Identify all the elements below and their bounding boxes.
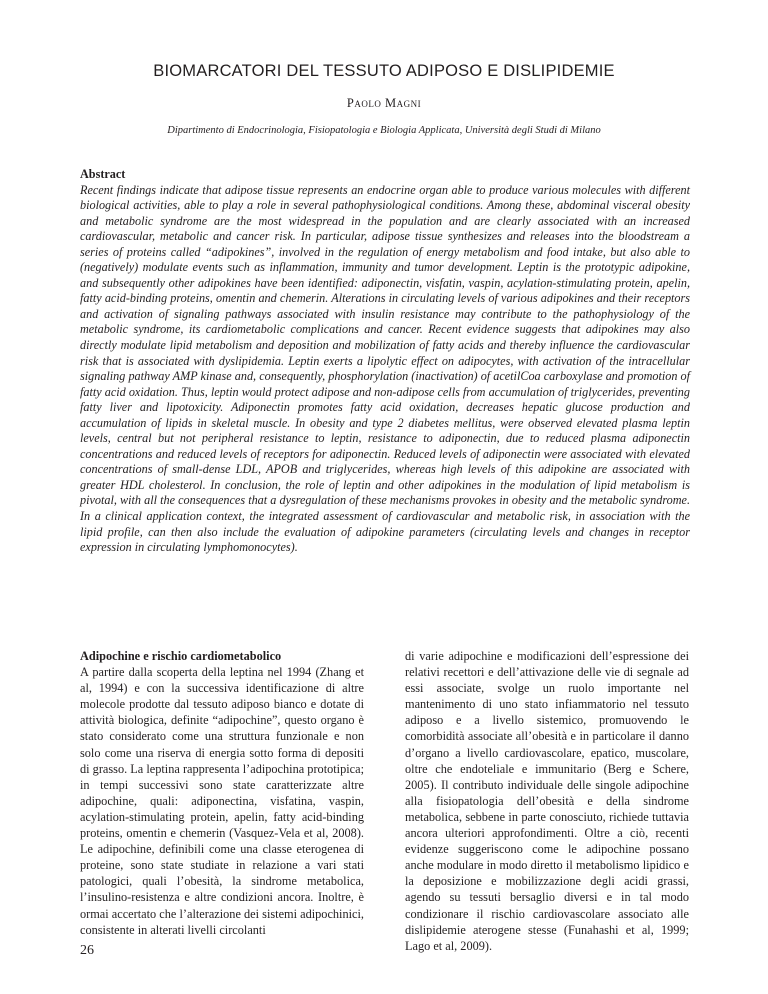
body-column-right (405, 648, 689, 954)
page-number: 26 (80, 943, 94, 958)
body-column-left (80, 648, 364, 938)
abstract-text: Recent findings indicate that adipose tissue represents an endocrine organ able to produce various molecules with different biological activities, able to play a role in several pathophysiological conditions. Among these, abdominal visceral obesity and metabolic syndrome are the most widespread in the population and are clearly associated with an increased cardiovascular, metabolic and cancer risk. In particular, adipose tissue synthesizes and releases into the bloodstream a series of proteins called “adipokines”, involved in the regulation of energy metabolism and food intake, but also able to (negatively) modulate events such as inflammation, immunity and tumor development. Leptin is the prototypic adipokine, and subsequently other adipokines have been identified: adiponectin, visfatin, vaspin, acylation-stimulating protein, apelin, fatty acid-binding proteins, omentin and chemerin. Alterations in circulating levels of various adipokines and their receptors and activation of signaling pathways associated with insulin resistance may contribute to the pathophysiology of the metabolic syndrome, its cardiometabolic complications and cancer. Recent evidence suggests that adipokines may also directly modulate lipid metabolism and deposition and mobilization of fatty acids and thereby influence the cardiovascular risk that is associated with dyslipidemia. Leptin exerts a lipolytic effect on adipocytes, with activation of the intracellular signaling pathway AMP kinase and, consequently, phosphorylation (inactivation) of acetilCoa carboxylase and promotion of fatty acid oxidation. Thus, leptin would protect adipose and non-adipose cells from accumulation of triglycerides, preventing fatty liver and lipotoxicity. Adiponectin promotes fatty acid oxidation, decreases hepatic glucose production and accumulation of lipids in skeletal muscle. In obesity and type 2 diabetes mellitus, were observed elevated plasma leptin levels, central but not peripheral resistance to leptin, resistance to adiponectin, due to reduced plasma adiponectin concentrations and reduced levels of receptors for adiponectin. Reduced levels of adiponectin were associated with elevated concentrations of small-dense LDL, APOB and triglycerides, whereas high levels of this adipokine are associated with greater HDL cholesterol. In conclusion, the role of leptin and other adipokines in the modulation of lipid metabolism is pivotal, with all the consequences that a dysregulation of these mechanisms provokes in obesity and the metabolic syndrome. In a clinical application context, the integrated assessment of cardiovascular and metabolic risk, in association with the lipid profile, can then also include the evaluation of adipokine parameters (circulating levels and changes in receptor expression in circulating lymphomonocytes). (80, 182, 690, 555)
abstract (80, 167, 690, 556)
author-name: Paolo Magni (346, 96, 422, 110)
author-affiliation: Dipartimento di Endocrinologia, Fisiopatologia e Biologia Applicata, Università degli Studi di Milano (167, 125, 601, 136)
article-title: BIOMARCATORI DEL TESSUTO ADIPOSO E DISLIPIDEMIE (153, 62, 615, 80)
body-text-right: di varie adipochine e modificazioni dell’espressione dei relativi recettori e dell’attivazione delle vie di segnale ad essi associate, svolge un ruolo importante nel mantenimento di uno stato infiammatorio nel tessuto adiposo e a livello sistemico, promuovendo le comorbidità associate all’obesità e in particolare il danno d’organo a livello cardiovascolare, epatico, muscolare, oltre che endoteliale e immunitario (Berg e Schere, 2005). Il contributo individuale delle singole adipochine alla fisiopatologia dell’obesità e della sindrome metabolica, sebbene in parte conosciuto, richiede tuttavia ancora ulteriori approfondimenti. Oltre a ciò, recenti evidenze suggeriscono come le adipochine possano anche modulare in modo diretto il metabolismo lipidico e la deposizione e mobilizzazione degli acidi grassi, agendo su tessuti bersaglio diversi e in tal modo condizionare il rischio cardiovascolare associato alle dislipidemie aterogene stesse (Funahashi et al, 1999; Lago et al, 2009). (405, 649, 689, 953)
abstract-heading: Abstract (80, 167, 126, 181)
section-heading: Adipochine e rischio cardiometabolico (80, 649, 282, 663)
body-text-left: A partire dalla scoperta della leptina nel 1994 (Zhang et al, 1994) e con la successiva identificazione di altre molecole prodotte dal tessuto adiposo bianco e dotate di attività biologica, definite “adipochine”, questo organo è stato considerato come una struttura funzionale e non solo come una riserva di energia sotto forma di depositi di grasso. La leptina rappresenta l’adipochina prototipica; in tempi successivi sono state caratterizzate altre adipochine, quali: adiponectina, visfatina, vaspin, acylation-stimulating protein, apelin, fatty acid-binding proteins, omentin e chemerin (Vasquez-Vela et al, 2008). Le adipochine, definibili come una classe eterogenea di proteine, sono state studiate in relazione a vari stati patologici, quali l’obesità, la sindrome metabolica, l’insulino-resistenza e altre condizioni ancora. Inoltre, è ormai accertato che l’alterazione dei sistemi adipochinici, consistente in alterati livelli circolanti (80, 665, 364, 937)
